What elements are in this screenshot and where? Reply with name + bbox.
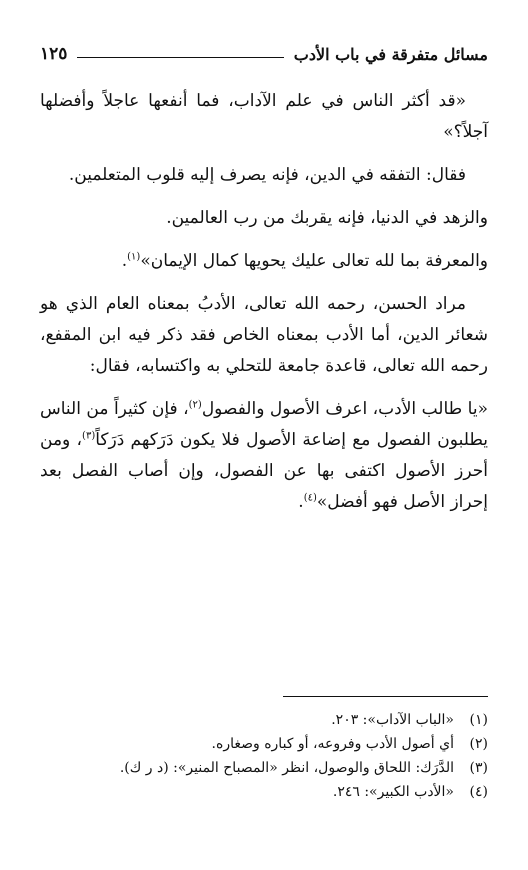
page-number: ١٢٥ [40,44,68,64]
footnote-text: «الباب الآداب»: ٢٠٣. [331,712,454,728]
footnote-ref: (٣) [82,430,96,442]
paragraph-text: مراد الحسن، رحمه الله تعالى، الأدبُ بمعناه العام الذي هو شعائر الدين، أما الأدب بمعناه الخاص فقد ذكر فيه ابن المقفع، رحمه الله تعالى، قاعدة جامعة للتحلي به واكتسابه، فقال: [40,294,488,376]
paragraph-text: ، ومن أحرز الأصول اكتفى بها عن الفصول، وإن أصاب الفصل بعد إحراز الأصل فهو أفضل» [40,430,488,512]
footnote-ref: (٢) [188,399,202,411]
paragraph-text: . [298,492,304,512]
paragraph-text: ، فإن كثيراً من الناس يطلبون الفصول مع إضاعة الأصول فلا يكون دَرَكهم دَرَكاً [40,399,488,450]
paragraph-text: والمعرفة بما لله تعالى عليك يحويها كمال الإيمان» [140,251,488,271]
footnote-number: (٤) [469,784,488,800]
footnote-number: (١) [469,712,488,728]
footnote-ref: (١) [127,251,141,263]
page-header [40,38,488,64]
footnote-number: (٢) [469,736,488,752]
paragraph-text: «يا طالب الأدب، اعرف الأصول والفصول [201,399,488,419]
paragraph-3 [40,203,488,234]
paragraph-5 [40,289,488,382]
footnote-ref: (٤) [303,492,317,504]
footnote-text: «الأدب الكبير»: ٢٤٦. [332,784,454,800]
paragraph-text: والزهد في الدنيا، فإنه يقربك من رب العالمين. [166,208,488,228]
paragraph-4 [40,246,488,277]
paragraph-6 [40,394,488,518]
footnote [40,756,488,780]
footnote [40,708,488,732]
main-text [40,86,488,530]
header-rule [77,57,283,58]
paragraph-1 [40,86,488,148]
running-title: مسائل متفرقة في باب الأدب [293,45,488,64]
paragraph-2 [40,160,488,191]
footnotes [40,708,488,804]
footnote-separator [283,696,488,697]
paragraph-text: «قد أكثر الناس في علم الآداب، فما أنفعها عاجلاً وأفضلها آجلاً؟» [40,91,488,142]
footnote [40,780,488,804]
footnote [40,732,488,756]
paragraph-text: . [121,251,128,271]
paragraph-text: فقال: التفقه في الدين، فإنه يصرف إليه قلوب المتعلمين. [68,165,466,185]
footnote-text: الدَّرَك: اللحاق والوصول، انظر «المصباح المنير»: (د ر ك). [119,760,454,776]
footnote-number: (٣) [469,760,488,776]
footnote-text: أي أصول الأدب وفروعه، أو كباره وصغاره. [211,736,454,752]
